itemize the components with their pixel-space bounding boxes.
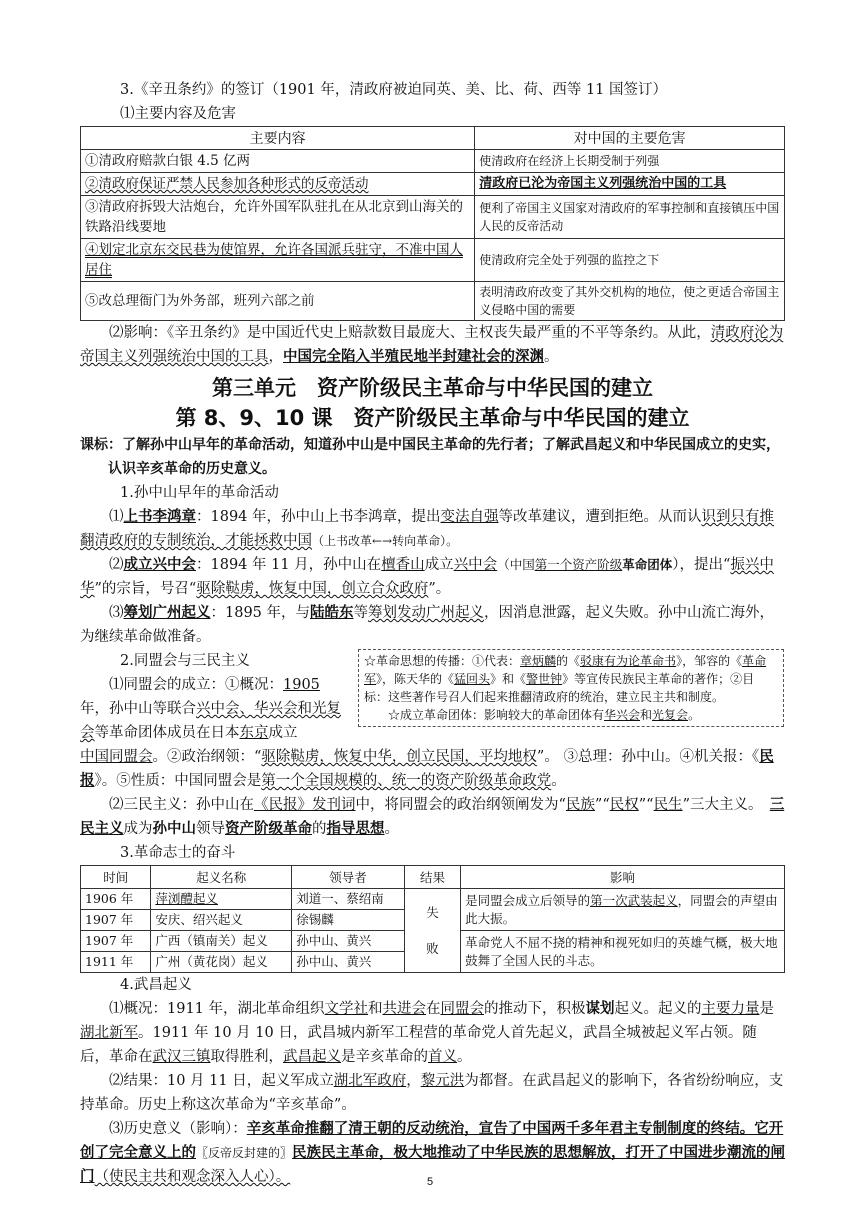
- key-point: 兴中会、华兴会和光复会: [80, 701, 341, 741]
- paragraph: [80, 553, 785, 601]
- key-point: 中国完全陷入半殖民地半封建社会的深渊: [283, 348, 544, 365]
- paragraph: [80, 793, 785, 841]
- text: ：1894 年 11 月，孙中山在: [196, 557, 382, 573]
- key-point: 驱除鞑虏，恢复中华，创立民国，平均地权: [261, 749, 537, 765]
- key-point: 共进会: [382, 1001, 427, 1017]
- key-point: 成立兴中会: [123, 556, 196, 573]
- key-point: 黎元洪: [420, 1073, 465, 1089]
- key-point: 革命团体: [622, 557, 673, 572]
- text: 等: [353, 605, 369, 621]
- text: ），提出“: [672, 557, 731, 573]
- section-heading: 1.孙中山早年的革命活动: [120, 485, 279, 501]
- text: ”“: [638, 797, 654, 813]
- table-cell: 徐锡麟: [292, 910, 405, 931]
- key-point: 中国同盟会: [80, 749, 153, 765]
- text: 》和《: [490, 672, 527, 686]
- paragraph: [80, 601, 785, 649]
- text: 成立: [268, 725, 298, 741]
- table-cell: 使清政府在经济上长期受制于列强: [475, 150, 785, 173]
- paragraph: [80, 1069, 785, 1117]
- text: 〖反帝反封建的〗: [196, 1146, 293, 1160]
- key-point: 文学社: [324, 1001, 369, 1017]
- table-header: 对中国的主要危害: [475, 127, 785, 150]
- key-point: 资产阶级革命: [225, 820, 312, 837]
- table-row: [81, 239, 785, 282]
- text: 取得胜利，: [210, 1049, 283, 1065]
- key-point: 华兴会: [604, 708, 641, 722]
- text: 成为: [123, 821, 153, 837]
- table-cell: 广西（镇南关）起义: [151, 931, 292, 952]
- key-point: 同盟会: [440, 1001, 485, 1017]
- text: ，: [406, 1073, 421, 1089]
- uprisings-table: [80, 865, 785, 973]
- text: ⑴: [109, 509, 124, 525]
- key-point: 首义: [428, 1049, 457, 1065]
- text: 。: [384, 821, 399, 837]
- key-point: 识到只有推翻清政府的专制统治，才能拯救中国: [80, 509, 775, 549]
- page-number: 5: [426, 1176, 434, 1188]
- text: 等改革建议，遭到拒绝。从而认: [498, 509, 702, 525]
- table-cell: [475, 173, 785, 196]
- section-heading: 2.同盟会与三民主义: [120, 653, 250, 669]
- text: ，因消息泄露，起义失败。孙中山流亡海外，为继续革命做准备。: [80, 605, 775, 645]
- text: 的推动下，积极: [484, 1001, 586, 1017]
- section-heading: 3.革命志士的奋斗: [120, 845, 236, 861]
- table-cell: 孙中山、黄兴: [292, 931, 405, 952]
- table-cell: 1907 年: [81, 931, 151, 952]
- text: ⑵: [109, 557, 124, 573]
- text: ”。: [428, 581, 451, 597]
- table-cell: 便利了帝国主义国家对清政府的军事控制和直接镇压中国人民的反帝活动: [475, 196, 785, 239]
- table-cell: 表明清政府改变了其外交机构的地位，使之更适合帝国主义侵略中国的需要: [475, 282, 785, 321]
- table-cell-text: 萍浏醴起义: [155, 891, 218, 906]
- text: 是: [759, 1001, 775, 1017]
- key-point: 民权: [609, 797, 639, 813]
- table-header: 起义名称: [151, 866, 292, 889]
- key-point: 檀香山: [381, 557, 425, 573]
- key-point: 光复会: [652, 708, 689, 722]
- text: 》，邹容的《: [676, 654, 743, 668]
- key-point: 章炳麟: [520, 654, 557, 668]
- table-header: 领导者: [292, 866, 405, 889]
- text: 》等宣传民族民主革命的著作；②目标：这些著作号召人们起来推翻清政府的统治，建立民主共和制度。: [364, 672, 755, 704]
- table-row: [81, 173, 785, 196]
- text: ☆革命思想的传播：①代表：: [364, 654, 521, 668]
- table-cell: 刘道一、蔡绍南: [292, 889, 405, 910]
- text: ⑶: [109, 605, 124, 621]
- text: ”三大主义。: [682, 797, 770, 813]
- key-point: 第一次武装起义: [590, 892, 678, 908]
- table-row: [81, 282, 785, 321]
- text: 和: [640, 708, 653, 722]
- table-header-row: [81, 127, 785, 150]
- table-cell-text: 清政府已沦为帝国主义列强统治中国的工具: [479, 176, 727, 191]
- key-point: 驳康有为论革命书: [580, 654, 677, 668]
- key-point: 三民主义: [80, 796, 785, 837]
- text: ”“: [594, 797, 610, 813]
- key-point: 湖北新军: [80, 1025, 138, 1041]
- table-cell: 安庆、绍兴起义: [151, 910, 292, 931]
- text: 的: [312, 821, 327, 837]
- result-text: 失: [426, 904, 439, 920]
- key-point: 《民报》发刊词: [254, 797, 356, 813]
- table-cell: [151, 889, 292, 910]
- key-point: 清政府沦为帝国主义列强统治中国的工具: [80, 325, 784, 365]
- key-point: 1905: [283, 677, 320, 693]
- table-cell: ⑤改总理衙门为外务部，班列六部之前: [81, 282, 475, 321]
- table-cell: [81, 239, 475, 282]
- unit-title: 第三单元 资产阶级民主革命与中华民国的建立: [212, 376, 653, 400]
- table-cell: ①清政府赔款白银 4.5 亿两: [81, 150, 475, 173]
- key-point: 兴中会: [453, 557, 498, 573]
- subsection-heading: ⑴主要内容及危害: [120, 106, 236, 122]
- text: 。1911 年 10 月 10 日，武昌城内新军工程营的革命党人首先起义，武昌全城被起义军占领。随后，革命在: [80, 1025, 757, 1065]
- treaty-table: [80, 126, 785, 321]
- text: 领导: [196, 821, 225, 837]
- key-point: 筹划广州起义: [123, 604, 211, 621]
- table-row: [81, 150, 785, 173]
- key-point: 筹划发动广州起义: [368, 605, 485, 621]
- key-point: 振兴中华: [80, 557, 774, 597]
- paragraph: [80, 505, 785, 553]
- text: 是辛亥革命的: [341, 1049, 428, 1065]
- text: ”。 ③总理：孙中山。④机关报：《: [536, 749, 760, 765]
- table-cell: ③清政府拆毁大沽炮台，允许外国军队驻扎在从北京到山海关的铁路沿线要地: [81, 196, 475, 239]
- key-point: 东京: [239, 725, 269, 741]
- table-row: [81, 196, 785, 239]
- table-header: 影响: [461, 866, 785, 889]
- note-paragraph: [364, 652, 778, 706]
- text: 为都督。在武昌起义的影响下，各省纷纷响应，支持革命。历史上称这次革命为“辛亥革命”。: [80, 1073, 784, 1113]
- text: ⑵结果：10 月 11 日，起义军成立: [109, 1073, 334, 1089]
- table-cell: 1907 年: [81, 910, 151, 931]
- key-point: 民生: [653, 797, 683, 813]
- text: ，同盟会的声望由此大振。: [465, 892, 778, 926]
- section-heading: 3.《辛丑条约》的签订（1901 年，清政府被迫同英、美、比、荷、西等 11 国签订）: [120, 82, 668, 98]
- key-point: 民族: [565, 797, 595, 813]
- text: ⑶历史意义（影响）：: [109, 1121, 247, 1137]
- key-point: 谋划: [585, 1000, 615, 1017]
- text: 》。⑤性质：中国同盟会是: [94, 773, 262, 789]
- text: ：1895 年，与: [210, 605, 311, 621]
- text: 年，孙中山等联合: [80, 701, 196, 717]
- text: 是同盟会成立后领导的: [465, 892, 591, 908]
- text: 。: [544, 349, 559, 365]
- text: 和: [368, 1001, 383, 1017]
- note-paragraph: [364, 706, 778, 724]
- result-text: 败: [426, 940, 439, 956]
- text: ”的宗旨，号召“: [94, 581, 197, 597]
- table-header: 时间: [81, 866, 151, 889]
- text: 》，陈天华的《: [376, 672, 455, 686]
- key-point: 陆皓东: [310, 604, 354, 621]
- paragraph: [80, 673, 367, 697]
- text: 等革命团体成员在日本: [94, 725, 240, 741]
- text: （中国: [497, 557, 535, 572]
- table-cell: 广州（黄花岗）起义: [151, 952, 292, 973]
- key-point: 上书李鸿章: [123, 508, 196, 525]
- key-point: 武昌起义: [283, 1049, 341, 1065]
- document-page: [80, 78, 785, 1189]
- key-point: 民报: [80, 748, 774, 789]
- paragraph: [80, 745, 785, 793]
- result-cell: [404, 889, 460, 973]
- text: ⑵三民主义：孙中山在: [109, 797, 254, 813]
- text: 成立: [424, 557, 454, 573]
- note-box: [358, 649, 784, 727]
- text: 中，将同盟会的政治纲领阐发为“: [355, 797, 566, 813]
- text: 。②政治纲领：“: [152, 749, 262, 765]
- text: 。: [457, 1049, 472, 1065]
- key-point: 孙中山: [152, 820, 196, 837]
- key-point: 第一个全国规模的、统一的资产阶级革命政党: [261, 773, 552, 789]
- text: 。: [551, 773, 566, 789]
- text: 。: [688, 708, 701, 722]
- impact-paragraph: [80, 321, 785, 369]
- key-point: 民族民主革命，极大地推动了中华民族的思想解放，打开了中国进步潮流的闸门: [80, 1144, 786, 1185]
- key-point: 湖北军政府: [333, 1073, 407, 1089]
- table-cell-text: ④划定北京东交民巷为使馆界，允许各国派兵驻守，不准中国人居住: [85, 242, 463, 278]
- table-cell: 1911 年: [81, 952, 151, 973]
- lesson-title: 第 8、9、10 课 资产阶级民主革命与中华民国的建立: [175, 406, 690, 430]
- table-row: [81, 889, 785, 910]
- key-point: 警世钟: [526, 672, 563, 686]
- text: ，: [268, 349, 283, 365]
- paragraph: [80, 697, 350, 745]
- impact-cell: [461, 889, 785, 931]
- impact-cell: 革命党人不屈不挠的精神和视死如归的英雄气概，极大地鼓舞了全国人民的斗志。: [461, 931, 785, 973]
- table-cell: 使清政府完全处于列强的监控之下: [475, 239, 785, 282]
- key-point: 辛亥革命推翻了清王朝的反动统治，宣告了中国两千多年君主专制制度的终结。它开创了完全意义上的: [80, 1120, 784, 1161]
- key-point: 革命军: [364, 654, 767, 686]
- curriculum-standard: 课标：了解孙中山早年的革命活动，知道孙中山是中国民主革命的先行者；了解武昌起义和中华民国成立的史实，认识辛亥革命的历史意义。: [80, 437, 780, 477]
- text: ☆成立革命团体：影响较大的革命团体有: [388, 708, 605, 722]
- key-point: 指导思想: [326, 820, 385, 837]
- alliance-section: [80, 649, 785, 793]
- key-point: 变法自强: [440, 509, 499, 525]
- table-cell-text: ②清政府保证严禁人民参加各种形式的反帝活动: [85, 176, 369, 192]
- key-point: （使民主共和观念深入人心）。: [94, 1169, 291, 1185]
- key-point: 猛回头: [454, 672, 491, 686]
- text: ⑴同盟会的成立：①概况：: [109, 677, 283, 693]
- key-point: 第一个资产阶级: [534, 557, 623, 572]
- text: 的《: [556, 654, 581, 668]
- text: ⑵影响：《辛丑条约》是中国近代史上赔款数目最庞大、主权丧失最严重的不平等条约。从此，: [109, 325, 711, 341]
- key-point: 武汉三镇: [152, 1049, 211, 1065]
- text: 在: [426, 1001, 441, 1017]
- table-cell: 1906 年: [81, 889, 151, 910]
- paragraph: [80, 997, 785, 1069]
- table-cell: 孙中山、黄兴: [292, 952, 405, 973]
- text: ⑴概况：1911 年，湖北革命组织: [109, 1001, 325, 1017]
- text: （上书改革←→转向革命）。: [312, 534, 459, 548]
- table-header-row: [81, 866, 785, 889]
- table-header: 结果: [404, 866, 460, 889]
- key-point: 驱除鞑虏，恢复中国，创立合众政府: [196, 581, 429, 597]
- section-heading: 4.武昌起义: [120, 977, 192, 993]
- text: 起义。起义的: [614, 1001, 702, 1017]
- table-cell: [81, 173, 475, 196]
- key-point: 主要力量: [701, 1001, 760, 1017]
- text: ：1894 年，孙中山上书李鸿章，提出: [196, 509, 441, 525]
- table-header: 主要内容: [81, 127, 475, 150]
